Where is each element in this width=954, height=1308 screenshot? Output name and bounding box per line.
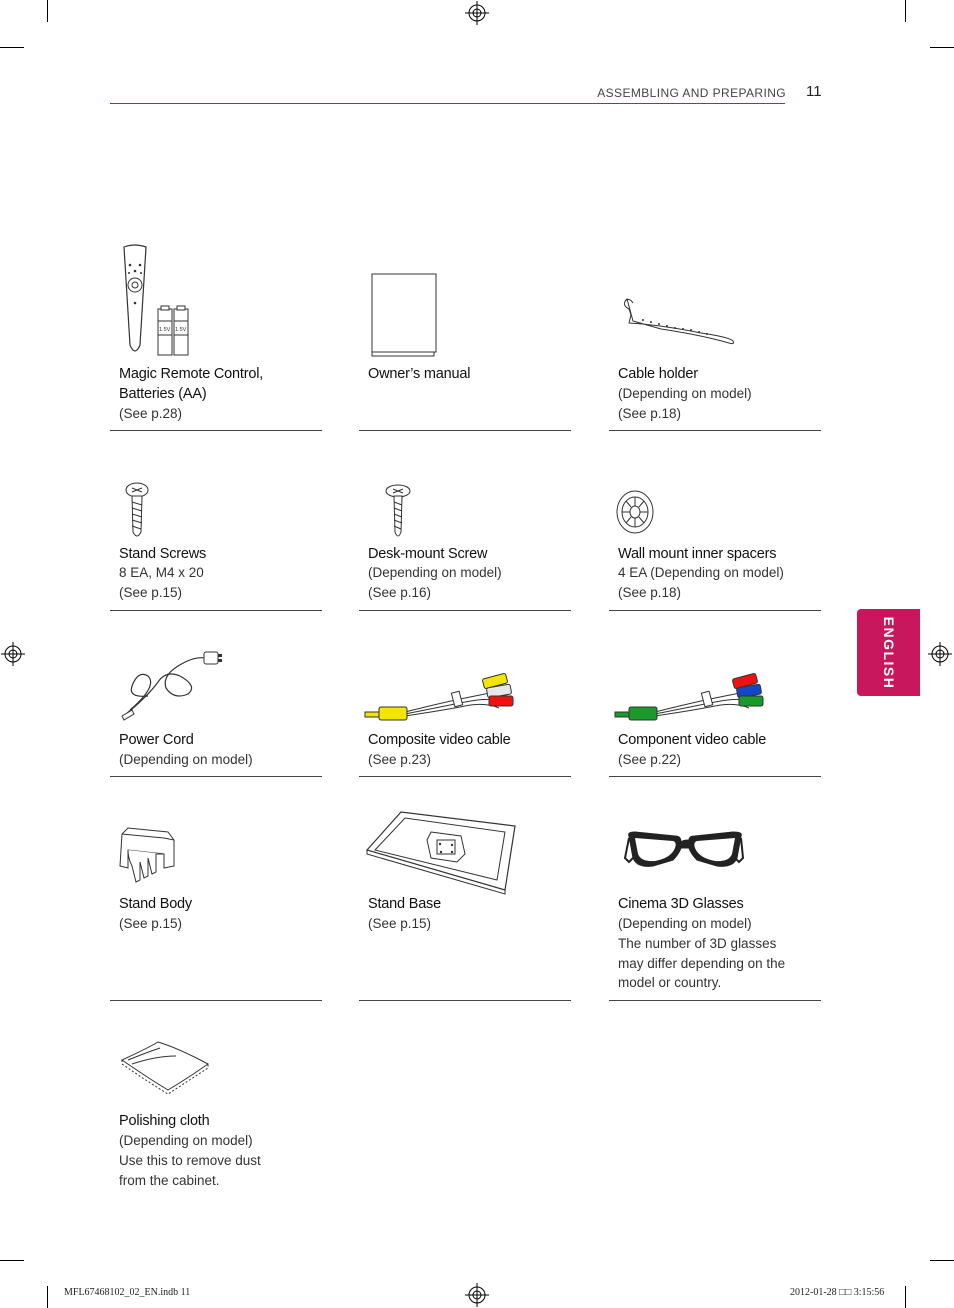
item-detail: (See p.15) [119, 585, 183, 600]
accessory-item-cable-holder [609, 240, 821, 432]
item-divider [110, 1000, 322, 1001]
header-divider [110, 103, 785, 104]
item-divider [609, 610, 821, 611]
item-title: Stand Screws [119, 546, 207, 562]
accessory-item-stand-body [110, 820, 322, 1002]
item-title: Power Cord [119, 732, 194, 748]
registration-mark-icon [928, 642, 952, 666]
spacer-icon [615, 486, 657, 536]
item-title: Cinema 3D Glasses [618, 896, 744, 912]
item-detail: 4 EA (Depending on model) [618, 565, 784, 580]
manual-book-icon [369, 274, 449, 358]
item-divider [110, 610, 322, 611]
crop-mark [930, 1260, 954, 1261]
language-tab [857, 609, 920, 696]
accessory-item-wall-mount-spacers [609, 430, 821, 612]
item-detail: (Depending on model) [618, 386, 752, 401]
item-divider [359, 610, 571, 611]
page-number: 11 [806, 83, 822, 100]
accessory-item-power-cord [110, 640, 322, 778]
accessory-item-3d-glasses [609, 820, 821, 1002]
crop-mark [905, 1286, 906, 1308]
stand-body-icon [118, 828, 180, 884]
registration-mark-icon [465, 1283, 489, 1307]
item-detail: (See p.28) [119, 406, 183, 421]
item-detail: The number of 3D glasses [618, 936, 777, 951]
item-title: Owner’s manual [368, 366, 471, 382]
3d-glasses-icon [625, 828, 745, 878]
item-detail: (See p.18) [618, 406, 682, 421]
item-detail: may differ depending on the [618, 956, 786, 971]
crop-mark [0, 1260, 24, 1261]
item-detail: 8 EA, M4 x 20 [119, 565, 204, 580]
crop-mark [47, 1286, 48, 1308]
cable-holder-icon [621, 295, 741, 347]
item-detail: (See p.15) [119, 916, 183, 931]
item-divider [110, 776, 322, 777]
language-tab-label: ENGLISH [880, 616, 897, 689]
polishing-cloth-icon [118, 1038, 218, 1094]
power-cord-icon [118, 646, 228, 720]
registration-mark-icon [1, 642, 25, 666]
accessory-item-desk-mount-screw [359, 430, 571, 612]
footer-timestamp: 2012-01-28 □□ 3:15:56 [790, 1287, 885, 1298]
item-title: Composite video cable [368, 732, 511, 748]
accessory-item-component-cable [609, 640, 821, 778]
item-title: Component video cable [618, 732, 767, 748]
item-detail: (Depending on model) [119, 752, 253, 767]
accessory-item-polishing-cloth [110, 1030, 322, 1200]
accessory-item-composite-cable [359, 640, 571, 778]
crop-mark [0, 47, 24, 48]
item-divider [609, 1000, 821, 1001]
item-detail: model or country. [618, 975, 722, 990]
item-title: Stand Body [119, 896, 192, 912]
item-title-line2: Batteries (AA) [119, 386, 207, 402]
item-divider [359, 776, 571, 777]
item-divider [609, 776, 821, 777]
item-detail: Use this to remove dust [119, 1153, 261, 1168]
footer-file-name: MFL67468102_02_EN.indb 11 [64, 1287, 191, 1298]
item-title: Desk-mount Screw [368, 546, 488, 562]
item-detail: (See p.23) [368, 752, 432, 767]
battery-label: 1.5V [159, 327, 171, 333]
item-detail: (See p.16) [368, 585, 432, 600]
item-detail: (Depending on model) [119, 1133, 253, 1148]
item-detail: (See p.15) [368, 916, 432, 931]
accessory-item-stand-screws [110, 430, 322, 612]
section-title: ASSEMBLING AND PREPARING [597, 86, 786, 100]
registration-mark-icon [465, 1, 489, 25]
item-title: Wall mount inner spacers [618, 546, 777, 562]
crop-mark [47, 0, 48, 22]
accessory-item-magic-remote [110, 240, 322, 432]
magic-remote-icon [120, 245, 200, 360]
item-detail: from the cabinet. [119, 1173, 220, 1188]
item-detail: (Depending on model) [368, 565, 502, 580]
item-title: Cable holder [618, 366, 698, 382]
item-detail: (See p.22) [618, 752, 682, 767]
battery-label: 1.5V [175, 327, 187, 333]
crop-mark [930, 47, 954, 48]
screw-icon [124, 482, 154, 542]
crop-mark [905, 0, 906, 22]
item-title: Magic Remote Control, [119, 366, 264, 382]
accessory-item-owners-manual [359, 240, 571, 432]
stand-base-icon [365, 810, 525, 892]
item-title: Polishing cloth [119, 1113, 210, 1129]
item-detail: (Depending on model) [618, 916, 752, 931]
screw-icon [385, 484, 415, 540]
accessory-item-stand-base [359, 820, 571, 1002]
item-detail: (See p.18) [618, 585, 682, 600]
item-title: Stand Base [368, 896, 441, 912]
component-cable-icon [615, 662, 775, 724]
composite-cable-icon [365, 662, 525, 724]
item-divider [359, 1000, 571, 1001]
